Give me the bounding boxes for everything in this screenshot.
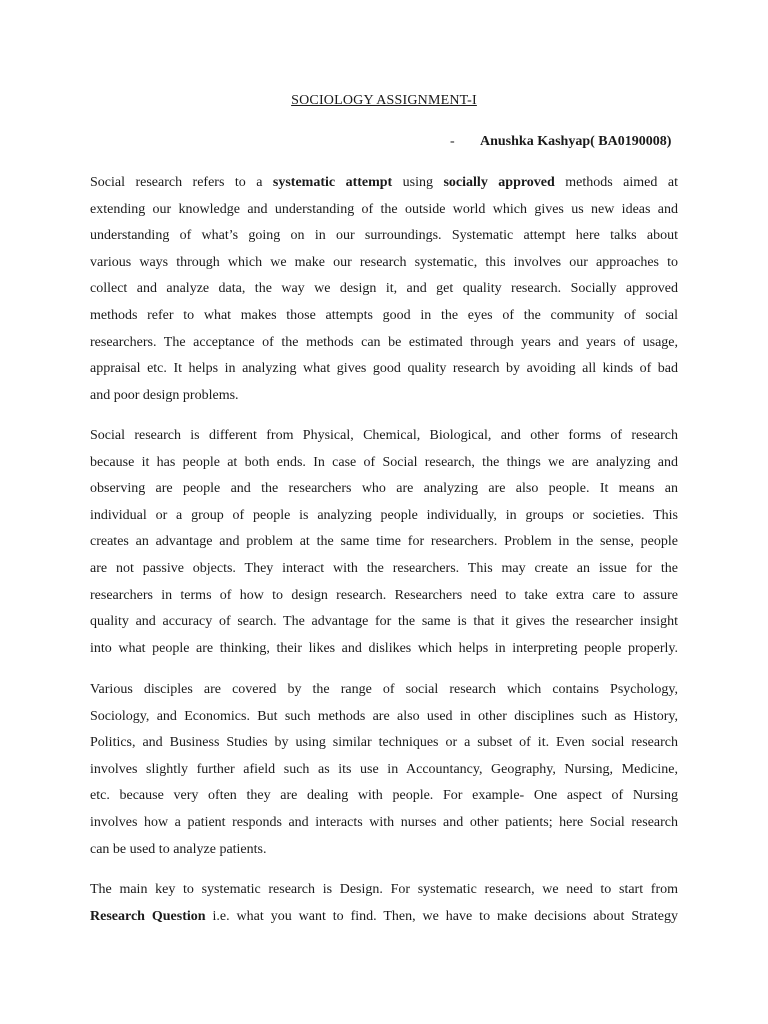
paragraph-line: can be used to analyze patients. — [90, 841, 267, 857]
paragraph-line: Social research refers to a systematic attempt using socially approved methods aimed at — [90, 175, 678, 190]
bold-term: systematic attempt — [272, 175, 393, 190]
paragraph-line: appraisal etc. It helps in analyzing what gives good quality research by avoiding all kinds of bad — [90, 361, 678, 377]
paragraph-line: creates an advantage and problem at the same time for researchers. Problem in the sense, people — [90, 534, 678, 550]
paragraph-line: Sociology, and Economics. But such methods are also used in other disciplines such as History, — [90, 708, 678, 724]
paragraph-line: researchers in terms of how to design research. Researchers need to take extra care to assure — [90, 587, 678, 603]
paragraph-line: into what people are thinking, their likes and dislikes which helps in interpreting people properly. — [90, 640, 678, 656]
paragraph-line: extending our knowledge and understanding of the outside world which gives us new ideas and — [90, 201, 678, 217]
paragraph-3 — [90, 677, 678, 863]
author-dash: - — [450, 134, 455, 149]
paragraph-2 — [90, 423, 678, 662]
paragraph-line: The main key to systematic research is Design. For systematic research, we need to start from — [90, 882, 678, 897]
paragraph-line: and poor design problems. — [90, 387, 239, 403]
paragraph-line: collect and analyze data, the way we design it, and get quality research. Socially approved — [90, 281, 678, 297]
paragraph-line: are not passive objects. They interact with the researchers. This may create an issue for the — [90, 560, 678, 576]
paragraph-line: Politics, and Business Studies by using similar techniques or a subset of it. Even social research — [90, 735, 678, 751]
paragraph-line: understanding of what’s going on in our surroundings. Systematic attempt here talks about — [90, 228, 678, 244]
document-title: SOCIOLOGY ASSIGNMENT-I — [291, 93, 477, 108]
paragraph-line: involves slightly further afield such as its use in Accountancy, Geography, Nursing, Medicine, — [90, 761, 678, 777]
paragraph-4 — [90, 877, 678, 930]
bold-term: socially approved — [443, 175, 555, 190]
paragraph-line: observing are people and the researchers who are analyzing are also people. It means an — [90, 481, 678, 497]
paragraph-line: researchers. The acceptance of the methods can be estimated through years and years of usage, — [90, 334, 678, 350]
author-name: Anushka Kashyap( BA0190008) — [480, 134, 672, 149]
paragraph-line: because it has people at both ends. In case of Social research, the things we are analyzing and — [90, 454, 678, 470]
paragraph-line: various ways through which we make our research systematic, this involves our approaches to — [90, 254, 678, 270]
paragraph-line: Social research is different from Physical, Chemical, Biological, and other forms of research — [90, 428, 678, 443]
paragraph-line: Various disciples are covered by the range of social research which contains Psychology, — [90, 682, 678, 697]
paragraph-line: individual or a group of people is analyzing people individually, in groups or societies. This — [90, 507, 678, 523]
paragraph-line: etc. because very often they are dealing with people. For example- One aspect of Nursing — [90, 788, 678, 804]
paragraph-line: Research Question i.e. what you want to find. Then, we have to make decisions about Strategy — [90, 908, 678, 924]
paragraph-line: quality and accuracy of search. The advantage for the same is that it gives the researcher insight — [90, 614, 678, 630]
document-page — [90, 0, 678, 1024]
paragraph-1 — [90, 170, 678, 409]
paragraph-line: methods refer to what makes those attempts good in the eyes of the community of social — [90, 307, 678, 323]
paragraph-line: involves how a patient responds and interacts with nurses and other patients; here Social research — [90, 814, 678, 830]
author-line — [450, 134, 671, 150]
bold-term: Research Question — [90, 908, 206, 924]
